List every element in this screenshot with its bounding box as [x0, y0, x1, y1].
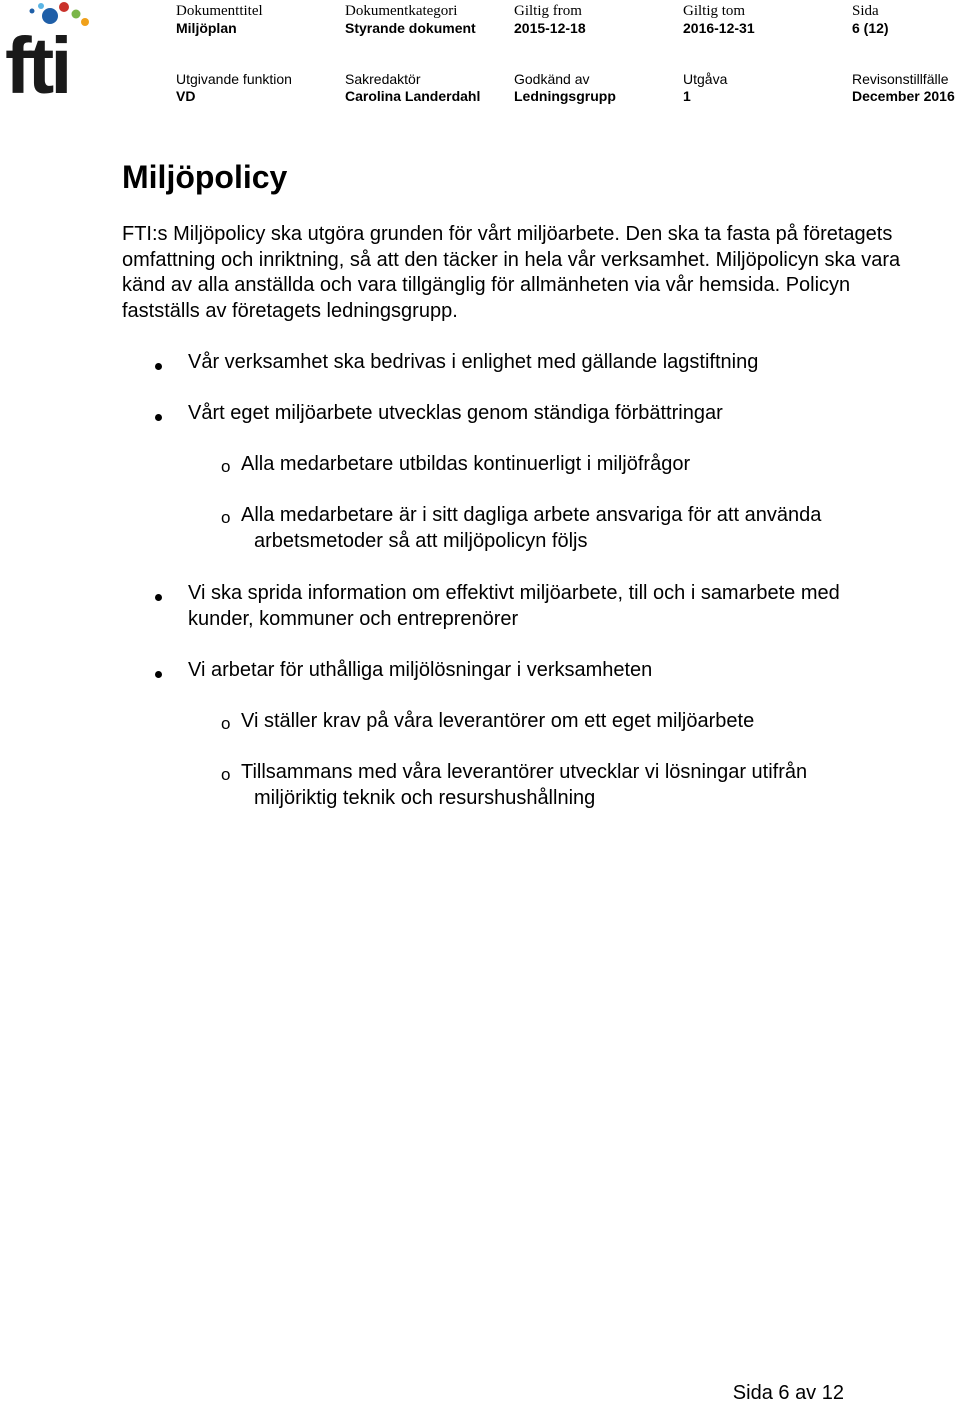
fti-logo: [4, 0, 96, 100]
header-value: 2016-12-31: [683, 20, 755, 36]
list-item: Vi arbetar för uthålliga miljölösningar i verksamheten: [188, 659, 653, 681]
bullet-icon: [155, 594, 162, 601]
header-label: Giltig tom: [683, 3, 746, 19]
header-value: December 2016: [852, 88, 955, 104]
logo-dot: [72, 10, 81, 19]
header-value: VD: [176, 88, 196, 104]
header-cell: [852, 3, 889, 37]
header-value: Carolina Landerdahl: [345, 88, 481, 104]
list-subitem: Vi ställer krav på våra leverantörer om ett eget miljöarbete: [241, 710, 755, 732]
list-item: Vi ska sprida information om effektivt miljöarbete, till och i samarbete med kunder, kommuner och entreprenörer: [188, 582, 840, 630]
header-label: Godkänd av: [514, 71, 590, 87]
sub-bullet-icon: o: [221, 714, 231, 733]
header-cell: [683, 3, 755, 37]
bullet-icon: [155, 414, 162, 421]
list-item: Vårt eget miljöarbete utvecklas genom ständiga förbättringar: [188, 402, 723, 424]
bullet-icon: [155, 671, 162, 678]
header-cell: [514, 71, 616, 105]
header-label: Utgivande funktion: [176, 71, 292, 87]
header-value: Ledningsgrupp: [514, 88, 616, 104]
header-value: Miljöplan: [176, 20, 237, 36]
header-value: 2015-12-18: [514, 20, 586, 36]
header-value: 1: [683, 88, 691, 104]
header-value: Styrande dokument: [345, 20, 476, 36]
sub-bullet-icon: o: [221, 508, 231, 527]
header-cell: [345, 71, 480, 105]
svg-text:fti: fti: [5, 21, 69, 100]
header-label: Sida: [852, 3, 879, 19]
sub-bullet-icon: o: [221, 457, 231, 476]
document-title: Miljöpolicy: [122, 159, 288, 195]
logo-dot: [38, 3, 44, 9]
header-label: Dokumentkategori: [345, 3, 458, 19]
page-number: Sida 6 av 12: [732, 1382, 844, 1404]
header-cell: [683, 71, 727, 105]
logo-dot: [30, 9, 35, 14]
header-cell: [852, 71, 955, 105]
list-subitem-continuation: arbetsmetoder så att miljöpolicyn följs: [254, 529, 588, 552]
header-label: Giltig from: [514, 3, 582, 19]
header-cell: [176, 3, 263, 37]
header-label: Dokumenttitel: [176, 3, 263, 19]
header-label: Sakredaktör: [345, 71, 421, 87]
list-item: Vår verksamhet ska bedrivas i enlighet med gällande lagstiftning: [188, 351, 759, 373]
header-label: Utgåva: [683, 71, 728, 87]
list-subitem-line: Alla medarbetare är i sitt dagliga arbete ansvariga för att använda: [241, 504, 822, 526]
list-subitem-line: Tillsammans med våra leverantörer utvecklar vi lösningar utifrån: [241, 761, 808, 783]
logo-dot: [81, 18, 89, 26]
bullet-icon: [155, 363, 162, 370]
header-label: Revisonstillfälle: [852, 71, 949, 87]
logo-dot: [59, 2, 69, 12]
list-subitem-continuation: miljöriktig teknik och resurshushållning: [254, 786, 596, 809]
list-subitem: [241, 503, 921, 554]
header-value: 6 (12): [852, 20, 889, 36]
sub-bullet-icon: o: [221, 765, 231, 784]
list-subitem: [241, 760, 921, 811]
list-subitem: Alla medarbetare utbildas kontinuerligt i miljöfrågor: [241, 453, 691, 475]
header-cell: [345, 3, 476, 37]
intro-paragraph: FTI:s Miljöpolicy ska utgöra grunden för vårt miljöarbete. Den ska ta fasta på företagets omfattning och inriktning, så att den täcker in hela vår verksamhet. Miljöpolicyn ska vara känd av alla anställda och vara tillgänglig för allmänheten via vår hemsida. Policyn fastställs av företagets ledningsgrupp.: [122, 223, 901, 322]
header-cell: [176, 71, 292, 105]
header-cell: [514, 3, 586, 37]
